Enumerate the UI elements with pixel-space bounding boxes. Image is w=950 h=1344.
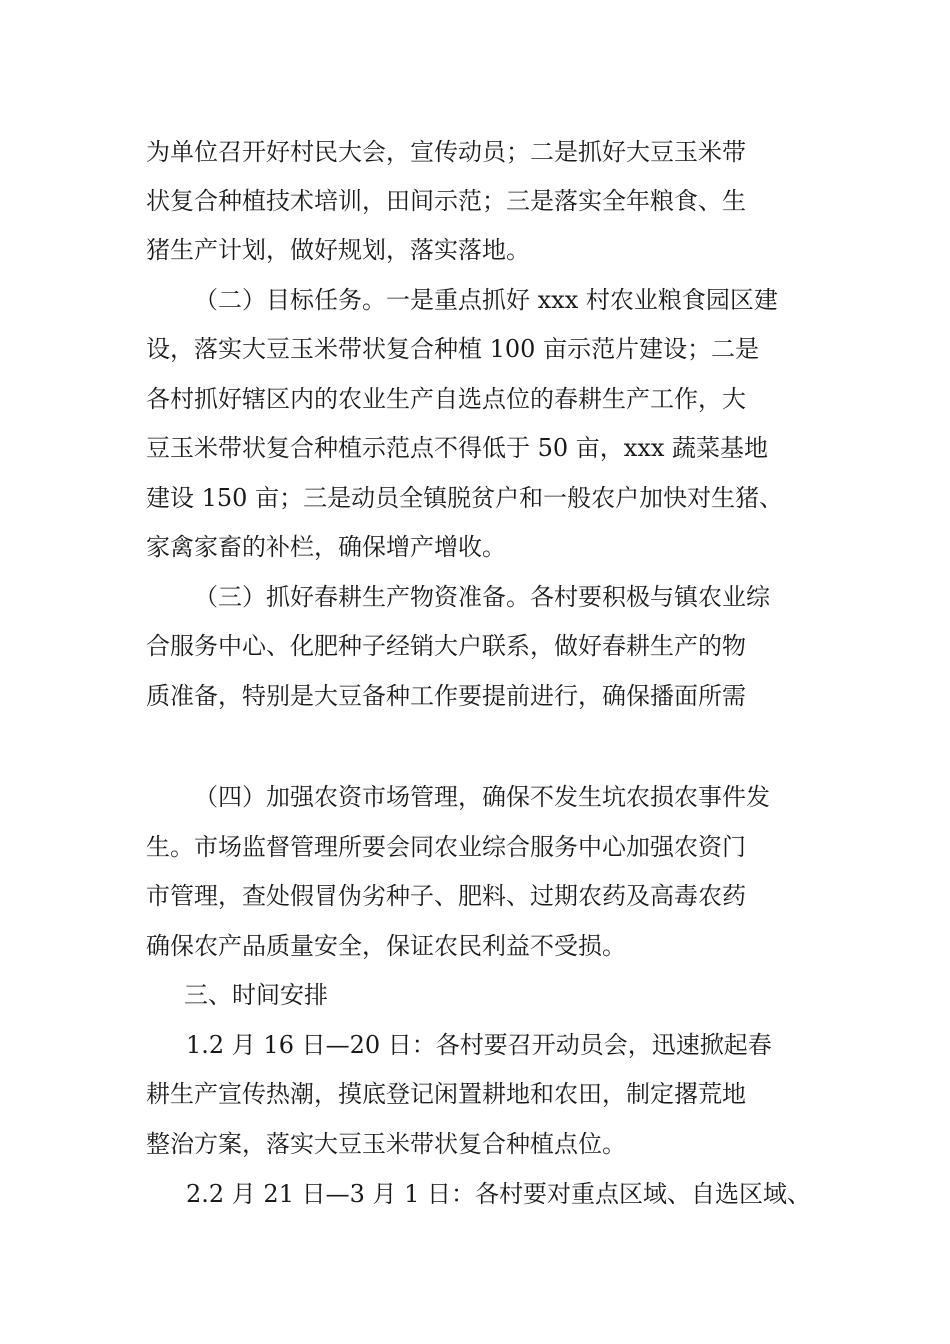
text-line-19: 耕生产宣传热潮，摸底登记闲置耕地和农田，制定撂荒地 [146, 1080, 746, 1108]
text-line-20: 整治方案，落实大豆玉米带状复合种植点位。 [146, 1130, 626, 1158]
text-line-6: 各村抓好辖区内的农业生产自选点位的春耕生产工作，大 [146, 385, 746, 413]
text-line-10: （三）抓好春耕生产物资准备。各村要积极与镇农业综 [194, 583, 770, 611]
text-line-4: （二）目标任务。一是重点抓好 xxx 村农业粮食园区建 [194, 286, 778, 314]
text-line-1: 为单位召开好村民大会，宣传动员；二是抓好大豆玉米带 [146, 138, 746, 166]
text-line-12: 质准备，特别是大豆备种工作要提前进行，确保播面所需 [146, 682, 746, 710]
text-line-2: 状复合种植技术培训，田间示范；三是落实全年粮食、生 [146, 187, 746, 215]
text-line-14: 生。市场监督管理所要会同农业综合服务中心加强农资门 [146, 833, 746, 861]
text-line-11: 合服务中心、化肥种子经销大户联系，做好春耕生产的物 [146, 632, 746, 660]
text-line-18: 1.2 月 16 日—20 日：各村要召开动员会，迅速掀起春 [186, 1031, 772, 1059]
text-line-15: 市管理，查处假冒伪劣种子、肥料、过期农药及高毒农药 [146, 882, 746, 910]
text-line-3: 猪生产计划，做好规划，落实落地。 [146, 236, 530, 264]
text-line-7: 豆玉米带状复合种植示范点不得低于 50 亩，xxx 蔬菜基地 [146, 434, 769, 462]
text-line-13: （四）加强农资市场管理，确保不发生坑农损农事件发 [194, 783, 770, 811]
text-line-8: 建设 150 亩；三是动员全镇脱贫户和一般农户加快对生猪、 [146, 484, 784, 512]
text-line-9: 家禽家畜的补栏，确保增产增收。 [146, 533, 506, 561]
text-line-21: 2.2 月 21 日—3 月 1 日：各村要对重点区域、自选区域、 [186, 1180, 812, 1208]
section-heading: 三、时间安排 [184, 981, 328, 1009]
text-line-16: 确保农产品质量安全，保证农民利益不受损。 [146, 932, 626, 960]
text-line-5: 设，落实大豆玉米带状复合种植 100 亩示范片建设；二是 [146, 335, 760, 363]
